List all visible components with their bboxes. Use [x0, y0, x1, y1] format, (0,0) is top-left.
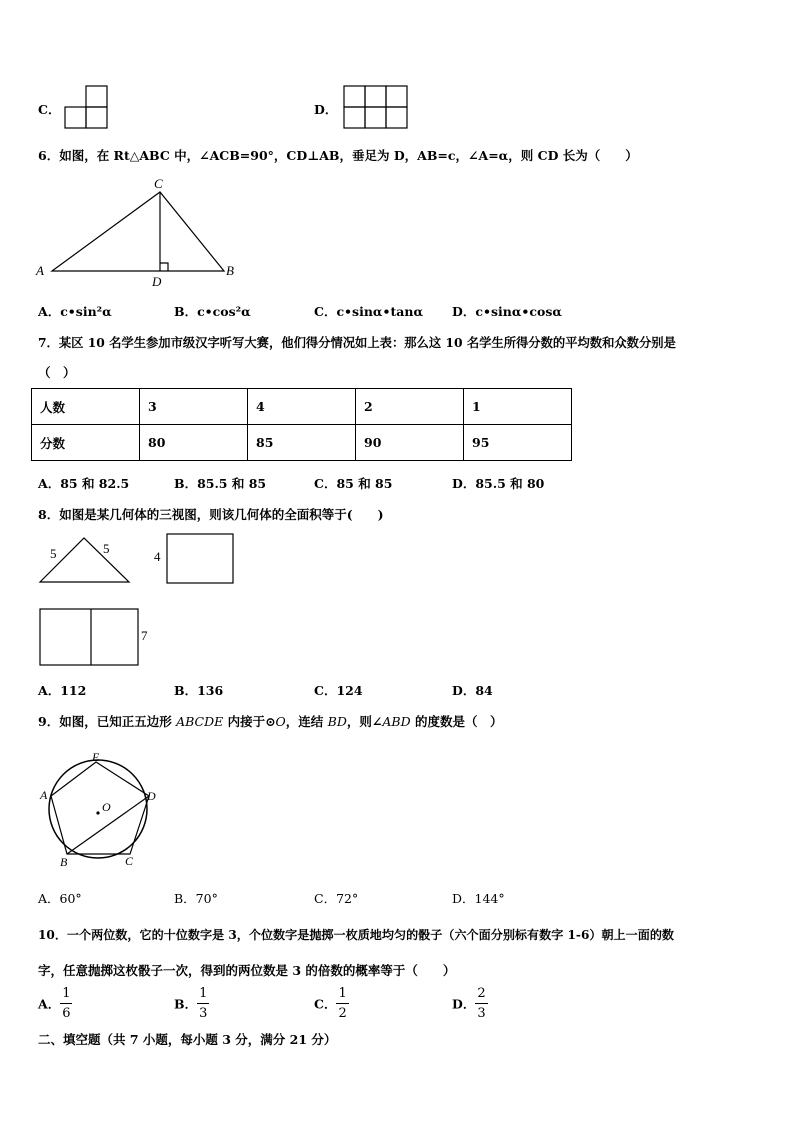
q6-label-a: A — [36, 263, 44, 278]
q10-option-b-label: B． — [174, 996, 198, 1012]
q9-label-o: O — [102, 800, 111, 814]
q9-option-d: D．144° — [452, 891, 505, 906]
table-cell: 3 — [140, 389, 248, 425]
q10-option-c-label: C． — [314, 996, 337, 1012]
q8-option-b: B．136 — [174, 683, 224, 698]
q8-label-length: 7 — [141, 628, 148, 643]
q9-option-a: A．60° — [38, 891, 82, 906]
q9-stem-pre: 9．如图，已知正五边形 — [38, 714, 177, 729]
fraction-numerator: 1 — [197, 987, 209, 1004]
q6-option-d: D．c•sinα•cosα — [452, 304, 563, 319]
q8-option-c: C．124 — [314, 683, 363, 698]
section-2-heading: 二、填空题（共 7 小题，每小题 3 分，满分 21 分） — [38, 1032, 337, 1047]
q10-stem-line1: 10．一个两位数，它的十位数字是 3，个位数字是抛掷一枚质地均匀的骰子（六个面分别标有数字 1-6）朝上一面的数 — [38, 928, 675, 942]
q10-option-d — [452, 987, 488, 1020]
q10-option-d-label: D． — [452, 996, 476, 1012]
q7-stem: 7．某区 10 名学生参加市级汉字听写大赛，他们得分情况如上表：那么这 10 名学生所得分数的平均数和众数分别是 — [38, 335, 676, 350]
q8-option-a: A．112 — [38, 683, 87, 698]
q9-stem-mid3: ，则∠ — [346, 714, 383, 729]
table-row — [32, 425, 572, 461]
fraction-denominator: 6 — [62, 1006, 71, 1021]
q7-option-d: D．85.5 和 80 — [452, 476, 545, 491]
q7-option-c: C．85 和 85 — [314, 476, 393, 491]
q10-option-c-fraction — [336, 987, 348, 1020]
q5-option-d-label: D． — [314, 102, 338, 117]
table-cell: 2 — [356, 389, 464, 425]
q9-circle-name: O — [275, 714, 286, 729]
q7-option-a: A．85 和 82.5 — [38, 476, 130, 491]
q7-paren: （ ） — [38, 365, 76, 380]
table-cell: 1 — [464, 389, 572, 425]
q5-option-d-figure — [343, 85, 409, 129]
q10-option-a — [38, 987, 72, 1020]
q6-stem: 6．如图，在 Rt△ABC 中，∠ACB=90°，CD⊥AB，垂足为 D，AB=c，∠A=α，则 CD 长为（ ） — [38, 148, 638, 163]
fraction-numerator: 1 — [336, 987, 348, 1004]
table-cell: 90 — [356, 425, 464, 461]
fraction-denominator: 3 — [199, 1006, 208, 1021]
q9-stem-post: 的度数是（ ） — [410, 714, 503, 729]
q9-stem-mid1: 内接于⊙ — [223, 714, 276, 729]
q7-score-table — [31, 388, 572, 461]
table-cell: 85 — [248, 425, 356, 461]
table-cell: 分数 — [32, 425, 140, 461]
q9-label-a: A — [40, 788, 48, 802]
q8-label-left-side: 5 — [50, 546, 57, 561]
q9-label-b: B — [60, 855, 68, 869]
q6-option-a: A．c•sin²α — [38, 304, 112, 319]
q8-option-d: D．84 — [452, 683, 493, 698]
q6-option-b: B．c•cos²α — [174, 304, 251, 319]
q10-stem-line2: 字，任意抛掷这枚骰子一次，得到的两位数是 3 的倍数的概率等于（ ） — [38, 963, 456, 978]
q7-option-b: B．85.5 和 85 — [174, 476, 267, 491]
q9-label-e: E — [92, 750, 100, 764]
q9-pentagon-circle-figure — [36, 748, 166, 870]
q6-label-c: C — [154, 176, 163, 191]
table-cell: 4 — [248, 389, 356, 425]
q10-option-a-label: A． — [38, 996, 61, 1012]
q10-option-a-fraction — [60, 987, 72, 1020]
q5-option-c-figure — [64, 85, 110, 129]
table-row — [32, 389, 572, 425]
q10-option-b-fraction — [197, 987, 209, 1020]
q8-label-height: 4 — [154, 549, 161, 564]
fraction-denominator: 3 — [477, 1006, 486, 1021]
q5-option-c-label: C． — [38, 102, 61, 117]
q6-label-d: D — [152, 274, 162, 289]
q10-option-b — [174, 987, 209, 1020]
q9-stem — [38, 712, 502, 730]
q6-right-triangle-figure — [34, 172, 244, 290]
q6-option-c: C．c•sinα•tanα — [314, 304, 424, 319]
q9-stem-mid2: ，连结 — [285, 714, 328, 729]
q9-label-c: C — [125, 854, 134, 868]
q9-angle-name: ABD — [382, 714, 411, 729]
q10-option-d-fraction — [475, 987, 487, 1020]
q8-label-right-side: 5 — [103, 541, 110, 556]
fraction-numerator: 2 — [475, 987, 487, 1004]
q9-option-b: B．70° — [174, 891, 218, 906]
q8-three-view-figure — [36, 530, 246, 675]
fraction-denominator: 2 — [338, 1006, 347, 1021]
table-cell: 80 — [140, 425, 248, 461]
fraction-numerator: 1 — [60, 987, 72, 1004]
table-cell: 95 — [464, 425, 572, 461]
q6-label-b: B — [226, 263, 234, 278]
q9-pentagon-name: ABCDE — [176, 714, 224, 729]
q9-segment-name: BD — [327, 714, 347, 729]
q10-option-c — [314, 987, 349, 1020]
q9-label-d: D — [147, 789, 156, 803]
q8-stem: 8．如图是某几何体的三视图，则该几何体的全面积等于( ) — [38, 507, 384, 522]
table-cell: 人数 — [32, 389, 140, 425]
q9-option-c: C．72° — [314, 891, 359, 906]
